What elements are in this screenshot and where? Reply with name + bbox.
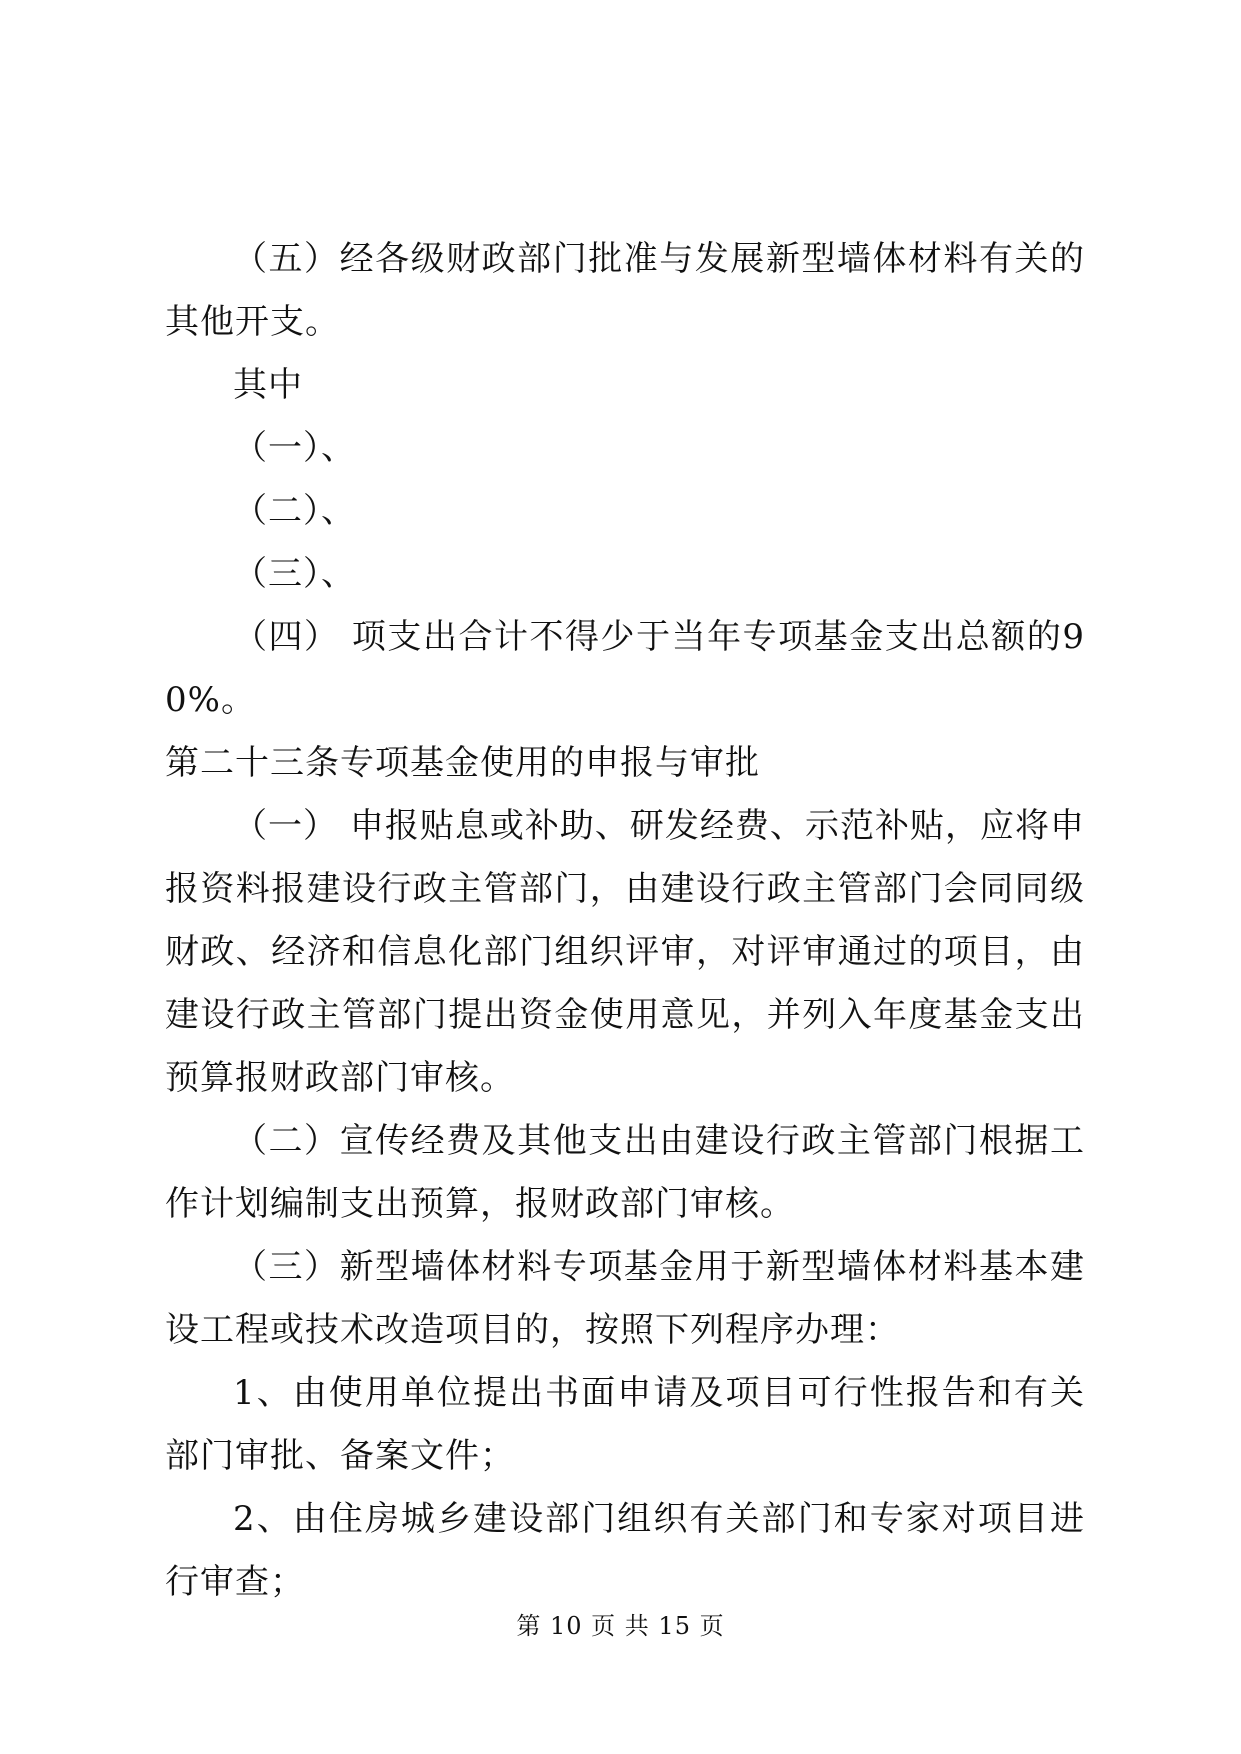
article-heading: 第二十三条专项基金使用的申报与审批	[165, 743, 760, 783]
list-item: （三）、	[233, 554, 356, 594]
paragraph: （二）宣传经费及其他支出由建设行政主管部门根据工作计划编制支出预算，报财政部门审核。	[165, 1121, 1085, 1224]
paragraph: （四） 项支出合计不得少于当年专项基金支出总额的90%。	[165, 617, 1085, 720]
page-number-footer: 第 10 页 共 15 页	[516, 1612, 725, 1640]
list-item: 2、由住房城乡建设部门组织有关部门和专家对项目进行审查；	[165, 1499, 1085, 1602]
document-body	[165, 228, 1085, 1614]
paragraph: （三）新型墙体材料专项基金用于新型墙体材料基本建设工程或技术改造项目的，按照下列程序办理：	[165, 1247, 1085, 1350]
list-item: （一）、	[233, 428, 356, 468]
paragraph: （五）经各级财政部门批准与发展新型墙体材料有关的其他开支。	[165, 239, 1085, 342]
paragraph: 其中	[233, 365, 303, 405]
list-item: （二）、	[233, 491, 356, 531]
paragraph: （一） 申报贴息或补助、研发经费、示范补贴，应将申报资料报建设行政主管部门，由建设行政主管部门会同同级财政、经济和信息化部门组织评审，对评审通过的项目，由建设行政主管部门提出资金使用意见，并列入年度基金支出预算报财政部门审核。	[165, 806, 1085, 1098]
list-item: 1、由使用单位提出书面申请及项目可行性报告和有关部门审批、备案文件；	[165, 1373, 1085, 1476]
